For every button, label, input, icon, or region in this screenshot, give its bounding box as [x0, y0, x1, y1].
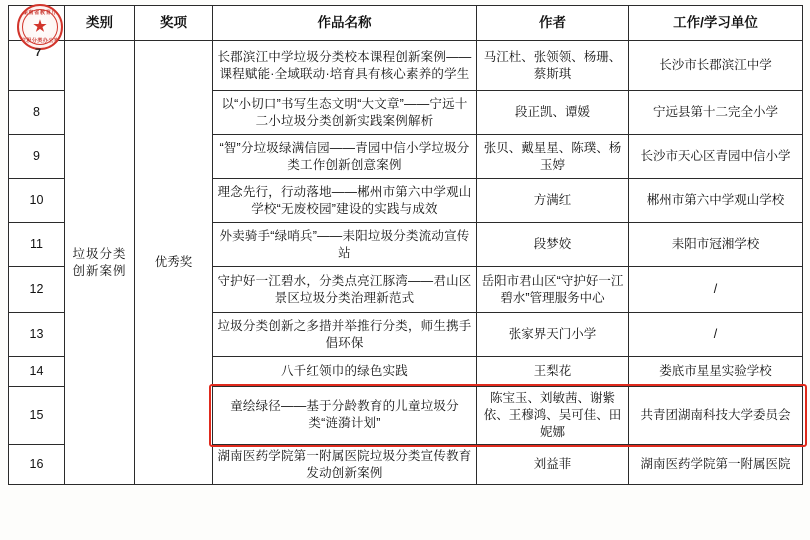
row-author: 岳阳市君山区“守护好一江碧水”管理服务中心: [477, 267, 629, 313]
award-cell: 优秀奖: [135, 41, 213, 485]
row-author: 张家界天门小学: [477, 313, 629, 357]
row-author: 马江杜、张领领、杨珊、蔡斯琪: [477, 41, 629, 91]
seal-bottom-text: 垃圾分类办公室: [20, 37, 60, 44]
row-unit: 宁远县第十二完全小学: [629, 91, 803, 135]
row-author: 段正凯、谭媛: [477, 91, 629, 135]
row-unit: 郴州市第六中学观山学校: [629, 179, 803, 223]
header-author: 作者: [477, 6, 629, 41]
row-no: 13: [9, 313, 65, 357]
row-title: 垃圾分类创新之多措并举推行分类，师生携手倡环保: [213, 313, 477, 357]
page-number: 7: [35, 47, 42, 59]
row-no: 10: [9, 179, 65, 223]
award-list-table: [8, 5, 803, 485]
row-title: “智”分垃圾绿满信园——青园中信小学垃圾分类工作创新创意案例: [213, 135, 477, 179]
row-title: 以“小切口”书写生态文明“大文章”——宁远十二小垃圾分类创新实践案例解析: [213, 91, 477, 135]
table-row: [9, 41, 803, 91]
header-award: 奖项: [135, 6, 213, 41]
row-title: 外卖骑手“绿哨兵”——耒阳垃圾分类流动宣传站: [213, 223, 477, 267]
row-no: 14: [9, 357, 65, 387]
row-no: 15: [9, 387, 65, 445]
row-author: 张贝、戴星星、陈璞、杨玉婷: [477, 135, 629, 179]
row-title: 童绘绿径——基于分龄教育的儿童垃圾分类“涟漪计划”: [213, 387, 477, 445]
header-title: 作品名称: [213, 6, 477, 41]
row-unit: 娄底市星星实验学校: [629, 357, 803, 387]
row-no: 12: [9, 267, 65, 313]
table-body: [9, 41, 803, 485]
row-unit: 共青团湖南科技大学委员会: [629, 387, 803, 445]
seal-star-icon: ★: [33, 17, 47, 35]
row-title: 理念先行，行动落地——郴州市第六中学观山学校“无废校园”建设的实践与成效: [213, 179, 477, 223]
category-cell: 垃圾分类创新案例: [65, 41, 135, 485]
row-unit: 耒阳市冠湘学校: [629, 223, 803, 267]
row-author: 王梨花: [477, 357, 629, 387]
row-unit: 湖南医药学院第一附属医院: [629, 444, 803, 485]
header-no: [9, 6, 65, 59]
official-seal-icon: [17, 4, 63, 50]
row-unit: /: [629, 267, 803, 313]
row-unit: 长沙市长郡滨江中学: [629, 41, 803, 91]
header-category: 类别: [65, 6, 135, 41]
row-author: 陈宝玉、刘敏茜、谢紫依、王穆鸿、吴可佳、田妮娜: [477, 387, 629, 445]
row-title: 八千红领巾的绿色实践: [213, 357, 477, 387]
row-unit: 长沙市天心区青园中信小学: [629, 135, 803, 179]
seal-top-text: 湖南省教育厅: [22, 10, 58, 16]
row-title: 湖南医药学院第一附属医院垃圾分类宣传教育发动创新案例: [213, 444, 477, 485]
row-no: 9: [9, 135, 65, 179]
row-title: 长郡滨江中学垃圾分类校本课程创新案例——课程赋能·全域联动·培育具有核心素养的学生: [213, 41, 477, 91]
row-author: 刘益菲: [477, 444, 629, 485]
table-header-row: [9, 6, 803, 41]
row-no: 8: [9, 91, 65, 135]
row-unit: /: [629, 313, 803, 357]
row-no: 11: [9, 223, 65, 267]
row-title: 守护好一江碧水，分类点亮江豚湾——君山区景区垃圾分类治理新范式: [213, 267, 477, 313]
header-unit: 工作/学习单位: [629, 6, 803, 41]
row-author: 方满红: [477, 179, 629, 223]
row-author: 段梦姣: [477, 223, 629, 267]
row-no: 16: [9, 444, 65, 485]
